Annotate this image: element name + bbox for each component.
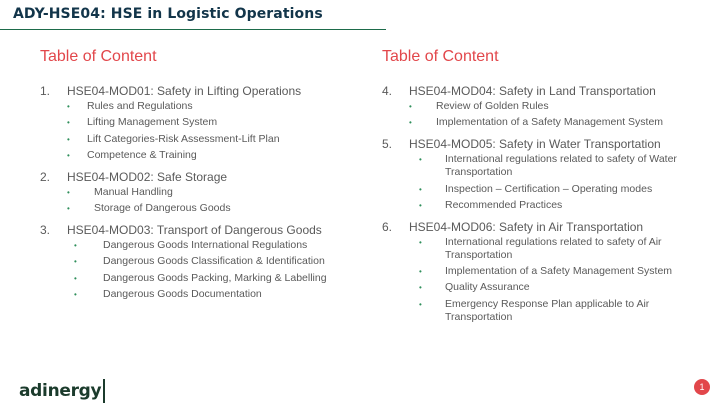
title-underline bbox=[0, 29, 386, 30]
list-item: • Dangerous Goods International Regulations bbox=[74, 239, 308, 252]
bullet-icon: • bbox=[74, 257, 77, 267]
list-item: • Competence & Training bbox=[67, 148, 197, 161]
module-5 bbox=[382, 137, 702, 212]
module-title: HSE04-MOD03: Transport of Dangerous Goods bbox=[67, 223, 322, 238]
module-title: HSE04-MOD06: Safety in Air Transportation bbox=[409, 219, 644, 234]
bullet-icon: • bbox=[419, 184, 422, 194]
bullet-icon: • bbox=[419, 237, 422, 247]
list-item: • Review of Golden Rules bbox=[409, 100, 549, 112]
topic-list bbox=[382, 100, 702, 129]
topic-list bbox=[382, 153, 702, 212]
list-item: • Rules and Regulations bbox=[67, 100, 193, 112]
module-3 bbox=[40, 223, 360, 301]
bullet-icon: • bbox=[74, 273, 77, 283]
module-number: 5. bbox=[382, 137, 393, 152]
module-title: HSE04-MOD05: Safety in Water Transportation bbox=[409, 137, 661, 152]
module-number: 4. bbox=[382, 84, 393, 98]
bullet-icon: • bbox=[67, 102, 70, 111]
module-title: HSE04-MOD01: Safety in Lifting Operations bbox=[67, 84, 302, 98]
bullet-icon: • bbox=[67, 204, 70, 214]
bullet-icon: • bbox=[67, 118, 70, 128]
list-item: • Manual Handling bbox=[67, 185, 173, 198]
module-number: 6. bbox=[382, 219, 393, 234]
module-4 bbox=[382, 84, 702, 129]
list-item: • Dangerous Goods Packing, Marking & Labelling bbox=[74, 271, 327, 284]
list-item: • International regulations related to safety of Water Transportation bbox=[419, 153, 677, 179]
bullet-icon: • bbox=[67, 134, 70, 144]
list-item: • Emergency Response Plan applicable to Air Transportation bbox=[419, 297, 650, 323]
list-item: • Dangerous Goods Classification & Identification bbox=[74, 255, 325, 268]
bullet-icon: • bbox=[419, 299, 422, 309]
module-number: 3. bbox=[40, 223, 51, 238]
bullet-icon: • bbox=[409, 102, 412, 111]
module-1 bbox=[40, 84, 360, 162]
list-item: • Lifting Management System bbox=[67, 116, 218, 129]
list-item: • International regulations related to safety of Air Transportation bbox=[419, 235, 662, 261]
module-title: HSE04-MOD04: Safety in Land Transportation bbox=[409, 84, 656, 98]
toc-right-column bbox=[382, 47, 702, 332]
module-title: HSE04-MOD02: Safe Storage bbox=[67, 169, 228, 184]
bullet-icon: • bbox=[419, 283, 422, 293]
toc-heading-right: Table of Content bbox=[382, 48, 499, 65]
bullet-icon: • bbox=[74, 241, 77, 251]
bullet-icon: • bbox=[67, 187, 70, 197]
topic-list bbox=[40, 239, 360, 301]
slide-title: ADY-HSE04: HSE in Logistic Operations bbox=[13, 6, 323, 22]
module-number: 1. bbox=[40, 84, 51, 98]
list-item: • Inspection – Certification – Operating modes bbox=[419, 182, 653, 195]
list-item: • Quality Assurance bbox=[419, 281, 530, 294]
list-item: • Lift Categories-Risk Assessment-Lift Plan bbox=[67, 132, 280, 145]
toc-heading-left: Table of Content bbox=[40, 48, 157, 65]
list-item: • Implementation of a Safety Management System bbox=[419, 265, 673, 278]
list-item: • Recommended Practices bbox=[419, 198, 563, 211]
bullet-icon: • bbox=[419, 155, 422, 165]
bullet-icon: • bbox=[67, 150, 70, 160]
topic-list bbox=[382, 236, 702, 324]
logo-divider bbox=[103, 379, 105, 403]
bullet-icon: • bbox=[419, 200, 422, 210]
module-2 bbox=[40, 170, 360, 215]
list-item: • Implementation of a Safety Management System bbox=[409, 116, 664, 129]
bullet-icon: • bbox=[419, 267, 422, 277]
module-6 bbox=[382, 220, 702, 324]
topic-list bbox=[40, 186, 360, 215]
topic-list bbox=[40, 100, 360, 162]
module-number: 2. bbox=[40, 169, 51, 184]
company-logo: adinergy bbox=[19, 381, 102, 401]
list-item: • Storage of Dangerous Goods bbox=[67, 202, 231, 215]
bullet-icon: • bbox=[409, 118, 412, 128]
toc-left-column bbox=[40, 47, 360, 309]
list-item: • Dangerous Goods Documentation bbox=[74, 288, 262, 301]
page-number-badge: 1 bbox=[694, 379, 710, 395]
bullet-icon: • bbox=[74, 290, 77, 300]
